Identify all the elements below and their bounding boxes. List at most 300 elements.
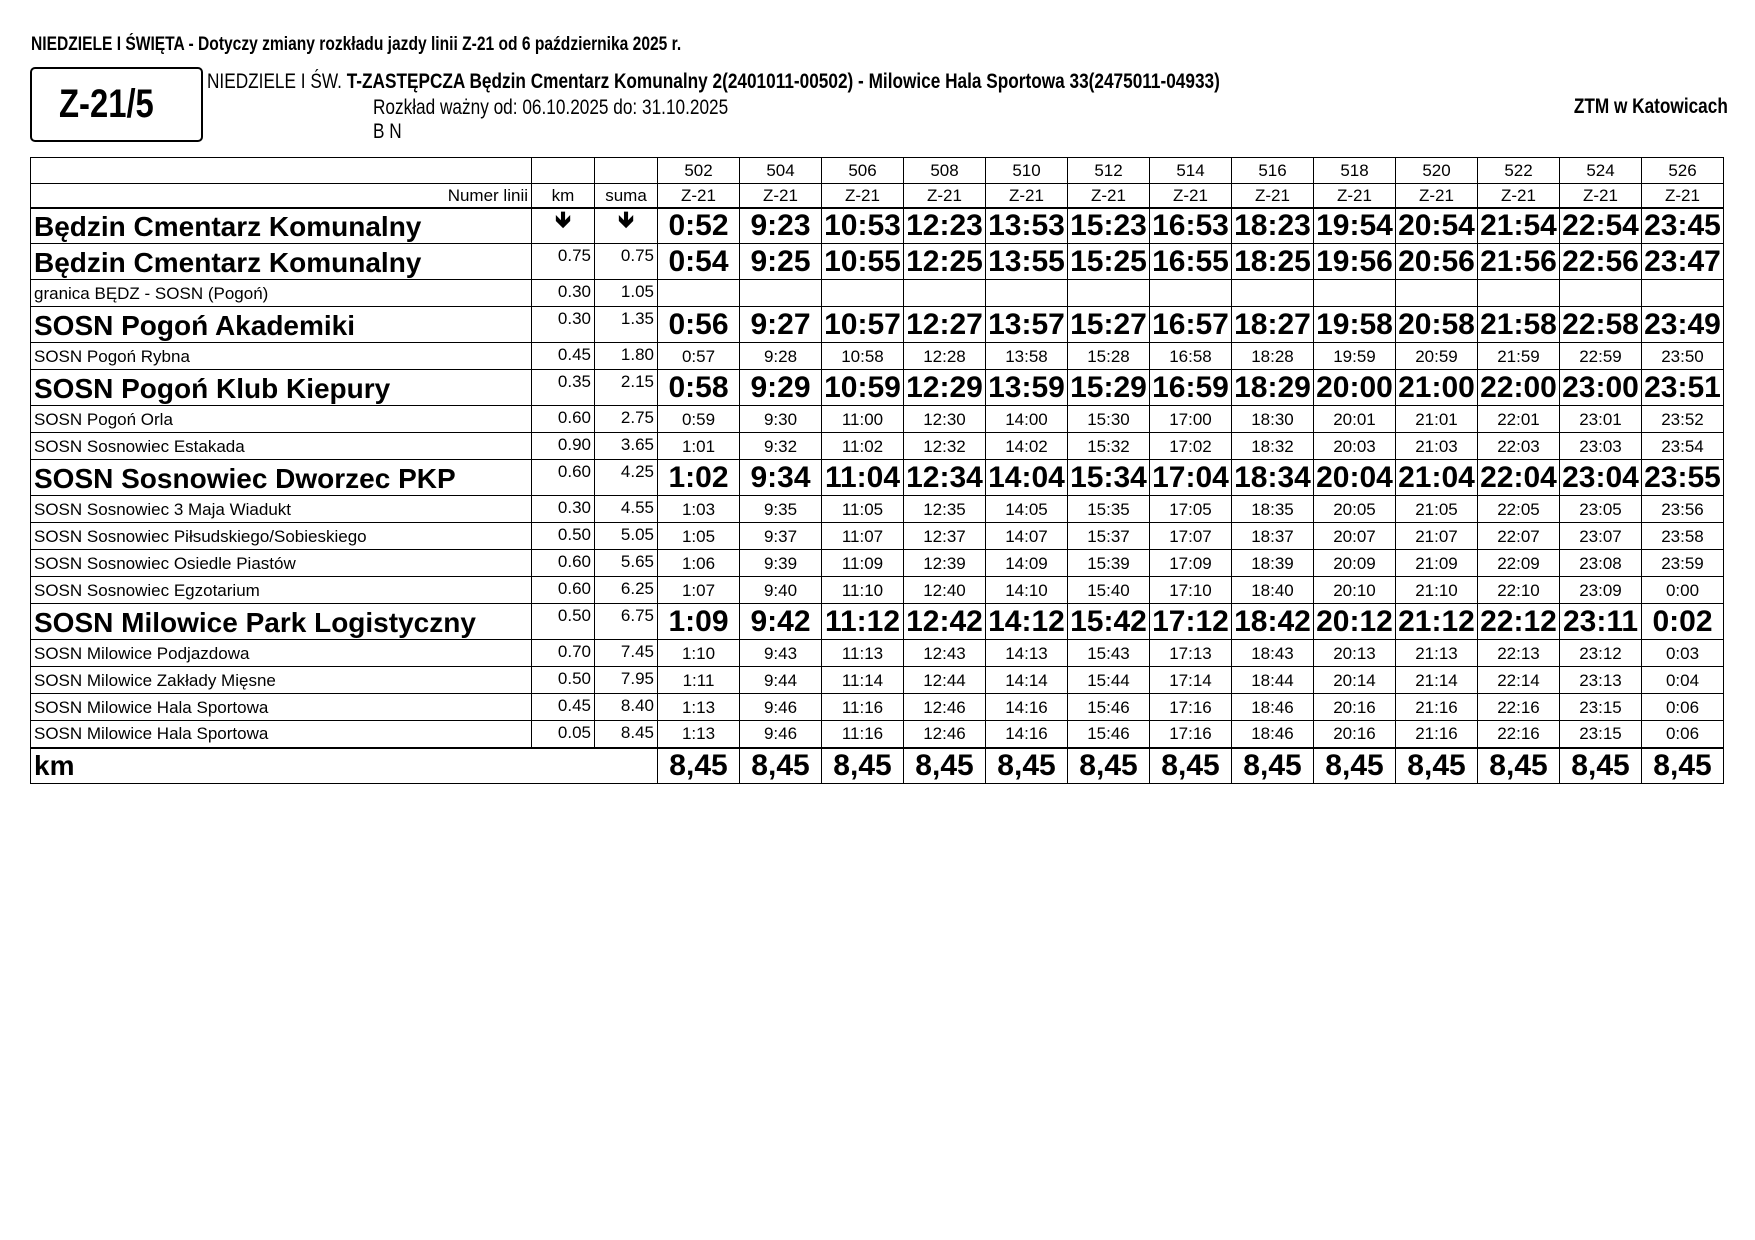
stop-name: SOSN Milowice Zakłady Mięsne bbox=[31, 667, 532, 694]
departure-time: 1:13 bbox=[658, 694, 740, 721]
departure-time: 12:46 bbox=[904, 694, 986, 721]
segment-km: 0.60 bbox=[532, 577, 595, 604]
departure-time: 0:03 bbox=[1642, 640, 1724, 667]
departure-time: 1:13 bbox=[658, 721, 740, 748]
departure-time: 12:32 bbox=[904, 433, 986, 460]
departure-time: 21:59 bbox=[1478, 343, 1560, 370]
stop-name: SOSN Milowice Hala Sportowa bbox=[31, 721, 532, 748]
departure-time: 9:35 bbox=[740, 496, 822, 523]
stop-row bbox=[31, 721, 1724, 748]
departure-time bbox=[1642, 280, 1724, 307]
stop-name: SOSN Milowice Hala Sportowa bbox=[31, 694, 532, 721]
cumulative-km: 6.25 bbox=[595, 577, 658, 604]
departure-time: 15:42 bbox=[1068, 604, 1150, 640]
line-number: Z-21 bbox=[1068, 184, 1150, 208]
departure-time: 20:09 bbox=[1314, 550, 1396, 577]
validity-text: Rozkład ważny od: 06.10.2025 do: 31.10.2025 bbox=[373, 96, 729, 119]
departure-time: 22:05 bbox=[1478, 496, 1560, 523]
cumulative-km: 6.75 bbox=[595, 604, 658, 640]
departure-time: 22:54 bbox=[1560, 208, 1642, 244]
departure-time: 17:16 bbox=[1150, 694, 1232, 721]
departure-time: 18:30 bbox=[1232, 406, 1314, 433]
departure-time: 21:14 bbox=[1396, 667, 1478, 694]
total-km-value: 8,45 bbox=[904, 748, 986, 784]
departure-time bbox=[822, 280, 904, 307]
departure-time: 23:08 bbox=[1560, 550, 1642, 577]
segment-km: 0.30 bbox=[532, 496, 595, 523]
total-km-value: 8,45 bbox=[1560, 748, 1642, 784]
departure-time: 12:34 bbox=[904, 460, 986, 496]
down-arrow-icon: 🡻 bbox=[532, 208, 595, 244]
departure-time: 22:16 bbox=[1478, 694, 1560, 721]
course-number: 512 bbox=[1068, 158, 1150, 184]
departure-time: 17:05 bbox=[1150, 496, 1232, 523]
departure-time: 14:05 bbox=[986, 496, 1068, 523]
departure-time: 11:12 bbox=[822, 604, 904, 640]
departure-time: 11:14 bbox=[822, 667, 904, 694]
segment-km: 0.75 bbox=[532, 244, 595, 280]
line-number: Z-21 bbox=[658, 184, 740, 208]
segment-km: 0.35 bbox=[532, 370, 595, 406]
departure-time: 23:56 bbox=[1642, 496, 1724, 523]
departure-time: 17:10 bbox=[1150, 577, 1232, 604]
departure-time: 16:58 bbox=[1150, 343, 1232, 370]
departure-time: 20:01 bbox=[1314, 406, 1396, 433]
total-km-value: 8,45 bbox=[1068, 748, 1150, 784]
departure-time: 22:16 bbox=[1478, 721, 1560, 748]
departure-time: 11:13 bbox=[822, 640, 904, 667]
departure-time: 23:51 bbox=[1642, 370, 1724, 406]
departure-time: 19:54 bbox=[1314, 208, 1396, 244]
cumulative-km: 4.25 bbox=[595, 460, 658, 496]
segment-km: 0.60 bbox=[532, 550, 595, 577]
departure-time: 18:37 bbox=[1232, 523, 1314, 550]
segment-km: 0.30 bbox=[532, 307, 595, 343]
stop-name: granica BĘDZ - SOSN (Pogoń) bbox=[31, 280, 532, 307]
stop-name: SOSN Pogoń Akademiki bbox=[31, 307, 532, 343]
stop-name: SOSN Sosnowiec Estakada bbox=[31, 433, 532, 460]
departure-time: 22:13 bbox=[1478, 640, 1560, 667]
departure-time: 1:05 bbox=[658, 523, 740, 550]
departure-time: 15:27 bbox=[1068, 307, 1150, 343]
cumulative-km: 0.75 bbox=[595, 244, 658, 280]
departure-time: 0:59 bbox=[658, 406, 740, 433]
departure-time: 9:28 bbox=[740, 343, 822, 370]
departure-time: 21:10 bbox=[1396, 577, 1478, 604]
total-km-value: 8,45 bbox=[822, 748, 904, 784]
departure-time: 9:34 bbox=[740, 460, 822, 496]
departure-time: 20:16 bbox=[1314, 694, 1396, 721]
segment-km: 0.05 bbox=[532, 721, 595, 748]
departure-time: 16:53 bbox=[1150, 208, 1232, 244]
departure-time: 18:25 bbox=[1232, 244, 1314, 280]
departure-time: 15:46 bbox=[1068, 694, 1150, 721]
line-number: Z-21 bbox=[1478, 184, 1560, 208]
departure-time: 11:07 bbox=[822, 523, 904, 550]
route-description bbox=[207, 70, 1442, 94]
departure-time: 20:16 bbox=[1314, 721, 1396, 748]
departure-time: 0:04 bbox=[1642, 667, 1724, 694]
departure-time: 19:56 bbox=[1314, 244, 1396, 280]
departure-time bbox=[904, 280, 986, 307]
operator-name: ZTM w Katowicach bbox=[1573, 95, 1728, 118]
departure-time: 23:52 bbox=[1642, 406, 1724, 433]
departure-time: 12:28 bbox=[904, 343, 986, 370]
departure-time: 1:09 bbox=[658, 604, 740, 640]
departure-time: 23:47 bbox=[1642, 244, 1724, 280]
departure-time: 15:46 bbox=[1068, 721, 1150, 748]
stop-name: SOSN Sosnowiec 3 Maja Wiadukt bbox=[31, 496, 532, 523]
stop-row bbox=[31, 550, 1724, 577]
down-arrow-icon: 🡻 bbox=[595, 208, 658, 244]
departure-time: 0:56 bbox=[658, 307, 740, 343]
departure-time: 17:09 bbox=[1150, 550, 1232, 577]
departure-time: 22:04 bbox=[1478, 460, 1560, 496]
departure-time bbox=[1478, 280, 1560, 307]
departure-time: 22:58 bbox=[1560, 307, 1642, 343]
header-blank bbox=[595, 158, 658, 184]
departure-time: 21:01 bbox=[1396, 406, 1478, 433]
departure-time: 9:39 bbox=[740, 550, 822, 577]
departure-time: 23:13 bbox=[1560, 667, 1642, 694]
cumulative-km: 8.45 bbox=[595, 721, 658, 748]
cumulative-km: 7.45 bbox=[595, 640, 658, 667]
departure-time bbox=[1150, 280, 1232, 307]
timetable bbox=[30, 157, 1724, 784]
departure-time: 21:58 bbox=[1478, 307, 1560, 343]
departure-time: 21:12 bbox=[1396, 604, 1478, 640]
departure-time: 22:10 bbox=[1478, 577, 1560, 604]
departure-time: 18:34 bbox=[1232, 460, 1314, 496]
stop-name: SOSN Pogoń Rybna bbox=[31, 343, 532, 370]
course-number: 514 bbox=[1150, 158, 1232, 184]
departure-time: 1:10 bbox=[658, 640, 740, 667]
departure-time: 15:30 bbox=[1068, 406, 1150, 433]
departure-time: 14:04 bbox=[986, 460, 1068, 496]
departure-time: 11:00 bbox=[822, 406, 904, 433]
departure-time: 22:00 bbox=[1478, 370, 1560, 406]
cumulative-km: 8.40 bbox=[595, 694, 658, 721]
stop-row bbox=[31, 307, 1724, 343]
departure-time bbox=[1396, 280, 1478, 307]
departure-time: 9:46 bbox=[740, 694, 822, 721]
line-number: Z-21 bbox=[822, 184, 904, 208]
departure-time: 21:54 bbox=[1478, 208, 1560, 244]
departure-time: 23:07 bbox=[1560, 523, 1642, 550]
departure-time: 9:32 bbox=[740, 433, 822, 460]
segment-km: 0.60 bbox=[532, 460, 595, 496]
departure-time bbox=[1314, 280, 1396, 307]
stop-row bbox=[31, 244, 1724, 280]
departure-time: 0:06 bbox=[1642, 721, 1724, 748]
line-code-box bbox=[30, 67, 203, 142]
departure-time: 23:50 bbox=[1642, 343, 1724, 370]
sum-header: suma bbox=[595, 184, 658, 208]
departure-time: 12:37 bbox=[904, 523, 986, 550]
departure-time: 1:03 bbox=[658, 496, 740, 523]
course-number: 518 bbox=[1314, 158, 1396, 184]
line-number: Z-21 bbox=[1232, 184, 1314, 208]
departure-time: 0:00 bbox=[1642, 577, 1724, 604]
departure-time: 22:12 bbox=[1478, 604, 1560, 640]
departure-time: 23:58 bbox=[1642, 523, 1724, 550]
departure-time: 17:02 bbox=[1150, 433, 1232, 460]
stop-name: SOSN Sosnowiec Dworzec PKP bbox=[31, 460, 532, 496]
departure-time: 21:00 bbox=[1396, 370, 1478, 406]
departure-time: 20:56 bbox=[1396, 244, 1478, 280]
line-number: Z-21 bbox=[904, 184, 986, 208]
departure-time: 18:46 bbox=[1232, 721, 1314, 748]
line-number: Z-21 bbox=[986, 184, 1068, 208]
departure-time: 0:54 bbox=[658, 244, 740, 280]
stop-row bbox=[31, 460, 1724, 496]
departure-time bbox=[1560, 280, 1642, 307]
departure-time: 20:03 bbox=[1314, 433, 1396, 460]
stop-row bbox=[31, 667, 1724, 694]
departure-time: 11:02 bbox=[822, 433, 904, 460]
departure-time: 23:15 bbox=[1560, 694, 1642, 721]
stop-name: Będzin Cmentarz Komunalny bbox=[31, 208, 532, 244]
stop-row bbox=[31, 208, 1724, 244]
departure-time: 20:10 bbox=[1314, 577, 1396, 604]
stop-name: SOSN Sosnowiec Piłsudskiego/Sobieskiego bbox=[31, 523, 532, 550]
stop-row bbox=[31, 694, 1724, 721]
departure-time: 23:54 bbox=[1642, 433, 1724, 460]
departure-time: 17:04 bbox=[1150, 460, 1232, 496]
departure-time: 23:04 bbox=[1560, 460, 1642, 496]
departure-time: 18:39 bbox=[1232, 550, 1314, 577]
segment-km: 0.90 bbox=[532, 433, 595, 460]
codes-text: B N bbox=[373, 120, 402, 143]
departure-time: 15:35 bbox=[1068, 496, 1150, 523]
departure-time: 9:42 bbox=[740, 604, 822, 640]
total-km-value: 8,45 bbox=[1150, 748, 1232, 784]
line-number-row bbox=[31, 184, 1724, 208]
departure-time: 0:06 bbox=[1642, 694, 1724, 721]
line-number: Z-21 bbox=[1396, 184, 1478, 208]
course-number: 522 bbox=[1478, 158, 1560, 184]
course-number: 504 bbox=[740, 158, 822, 184]
departure-time: 1:11 bbox=[658, 667, 740, 694]
departure-time: 15:29 bbox=[1068, 370, 1150, 406]
departure-time: 18:46 bbox=[1232, 694, 1314, 721]
course-number: 502 bbox=[658, 158, 740, 184]
departure-time: 15:39 bbox=[1068, 550, 1150, 577]
departure-time: 12:44 bbox=[904, 667, 986, 694]
stop-row bbox=[31, 496, 1724, 523]
route-name: T-ZASTĘPCZA Będzin Cmentarz Komunalny 2(2401011-00502) - Milowice Hala Sportowa 33(2475011-04933) bbox=[346, 70, 1220, 93]
departure-time: 15:34 bbox=[1068, 460, 1150, 496]
segment-km: 0.30 bbox=[532, 280, 595, 307]
departure-time: 9:29 bbox=[740, 370, 822, 406]
header-blank bbox=[532, 158, 595, 184]
departure-time: 14:14 bbox=[986, 667, 1068, 694]
departure-time: 23:11 bbox=[1560, 604, 1642, 640]
segment-km: 0.45 bbox=[532, 694, 595, 721]
departure-time: 1:02 bbox=[658, 460, 740, 496]
departure-time: 21:13 bbox=[1396, 640, 1478, 667]
cumulative-km: 5.65 bbox=[595, 550, 658, 577]
departure-time: 12:25 bbox=[904, 244, 986, 280]
line-number-label: Numer linii bbox=[31, 184, 532, 208]
course-number: 506 bbox=[822, 158, 904, 184]
departure-time: 10:53 bbox=[822, 208, 904, 244]
line-number: Z-21 bbox=[1314, 184, 1396, 208]
departure-time: 18:44 bbox=[1232, 667, 1314, 694]
departure-time: 12:42 bbox=[904, 604, 986, 640]
departure-time: 15:28 bbox=[1068, 343, 1150, 370]
departure-time: 11:04 bbox=[822, 460, 904, 496]
cumulative-km: 5.05 bbox=[595, 523, 658, 550]
segment-km: 0.60 bbox=[532, 406, 595, 433]
departure-time: 0:58 bbox=[658, 370, 740, 406]
course-number: 524 bbox=[1560, 158, 1642, 184]
departure-time bbox=[658, 280, 740, 307]
segment-km: 0.50 bbox=[532, 604, 595, 640]
segment-km: 0.50 bbox=[532, 523, 595, 550]
departure-time: 22:09 bbox=[1478, 550, 1560, 577]
departure-time: 20:14 bbox=[1314, 667, 1396, 694]
departure-time: 14:16 bbox=[986, 694, 1068, 721]
stop-row bbox=[31, 640, 1724, 667]
stop-name: SOSN Pogoń Klub Kiepury bbox=[31, 370, 532, 406]
departure-time: 18:27 bbox=[1232, 307, 1314, 343]
total-km-value: 8,45 bbox=[1478, 748, 1560, 784]
segment-km: 0.70 bbox=[532, 640, 595, 667]
departure-time: 21:03 bbox=[1396, 433, 1478, 460]
departure-time: 13:59 bbox=[986, 370, 1068, 406]
course-number: 508 bbox=[904, 158, 986, 184]
departure-time: 23:00 bbox=[1560, 370, 1642, 406]
departure-time: 13:57 bbox=[986, 307, 1068, 343]
course-number: 520 bbox=[1396, 158, 1478, 184]
departure-time: 18:23 bbox=[1232, 208, 1314, 244]
departure-time: 15:44 bbox=[1068, 667, 1150, 694]
departure-time: 0:57 bbox=[658, 343, 740, 370]
total-km-value: 8,45 bbox=[740, 748, 822, 784]
departure-time: 18:43 bbox=[1232, 640, 1314, 667]
stop-name: SOSN Sosnowiec Osiedle Piastów bbox=[31, 550, 532, 577]
departure-time: 0:02 bbox=[1642, 604, 1724, 640]
page-title: NIEDZIELE I ŚWIĘTA - Dotyczy zmiany rozkładu jazdy linii Z-21 od 6 października 2025 r. bbox=[31, 34, 682, 55]
total-km-row bbox=[31, 748, 1724, 784]
total-km-value: 8,45 bbox=[1396, 748, 1478, 784]
departure-time: 20:13 bbox=[1314, 640, 1396, 667]
departure-time: 0:52 bbox=[658, 208, 740, 244]
departure-time: 21:07 bbox=[1396, 523, 1478, 550]
departure-time: 14:10 bbox=[986, 577, 1068, 604]
stop-name: SOSN Milowice Park Logistyczny bbox=[31, 604, 532, 640]
departure-time: 23:05 bbox=[1560, 496, 1642, 523]
departure-time: 15:32 bbox=[1068, 433, 1150, 460]
departure-time: 22:56 bbox=[1560, 244, 1642, 280]
departure-time: 10:58 bbox=[822, 343, 904, 370]
total-km-label: km bbox=[31, 748, 658, 784]
departure-time: 20:54 bbox=[1396, 208, 1478, 244]
stop-row bbox=[31, 577, 1724, 604]
total-km-value: 8,45 bbox=[1642, 748, 1724, 784]
departure-time: 14:02 bbox=[986, 433, 1068, 460]
departure-time: 14:07 bbox=[986, 523, 1068, 550]
departure-time: 23:45 bbox=[1642, 208, 1724, 244]
departure-time: 16:55 bbox=[1150, 244, 1232, 280]
departure-time: 20:58 bbox=[1396, 307, 1478, 343]
departure-time: 14:16 bbox=[986, 721, 1068, 748]
stop-row bbox=[31, 406, 1724, 433]
departure-time: 12:27 bbox=[904, 307, 986, 343]
departure-time: 1:06 bbox=[658, 550, 740, 577]
stop-name: SOSN Sosnowiec Egzotarium bbox=[31, 577, 532, 604]
departure-time: 21:05 bbox=[1396, 496, 1478, 523]
stop-name: Będzin Cmentarz Komunalny bbox=[31, 244, 532, 280]
total-km-value: 8,45 bbox=[986, 748, 1068, 784]
departure-time: 14:09 bbox=[986, 550, 1068, 577]
cumulative-km: 7.95 bbox=[595, 667, 658, 694]
total-km-value: 8,45 bbox=[1314, 748, 1396, 784]
departure-time: 11:16 bbox=[822, 694, 904, 721]
departure-time: 23:01 bbox=[1560, 406, 1642, 433]
departure-time: 12:30 bbox=[904, 406, 986, 433]
line-number: Z-21 bbox=[1150, 184, 1232, 208]
departure-time bbox=[740, 280, 822, 307]
course-number: 516 bbox=[1232, 158, 1314, 184]
departure-time: 23:49 bbox=[1642, 307, 1724, 343]
departure-time bbox=[1232, 280, 1314, 307]
departure-time: 9:46 bbox=[740, 721, 822, 748]
departure-time: 9:23 bbox=[740, 208, 822, 244]
course-number-row bbox=[31, 158, 1724, 184]
departure-time: 22:59 bbox=[1560, 343, 1642, 370]
departure-time: 9:27 bbox=[740, 307, 822, 343]
stop-name: SOSN Pogoń Orla bbox=[31, 406, 532, 433]
cumulative-km: 2.75 bbox=[595, 406, 658, 433]
departure-time: 11:09 bbox=[822, 550, 904, 577]
departure-time: 22:03 bbox=[1478, 433, 1560, 460]
departure-time: 22:01 bbox=[1478, 406, 1560, 433]
stop-row bbox=[31, 433, 1724, 460]
departure-time: 17:16 bbox=[1150, 721, 1232, 748]
departure-time: 9:37 bbox=[740, 523, 822, 550]
departure-time: 17:13 bbox=[1150, 640, 1232, 667]
departure-time: 12:39 bbox=[904, 550, 986, 577]
departure-time: 20:05 bbox=[1314, 496, 1396, 523]
departure-time: 17:14 bbox=[1150, 667, 1232, 694]
departure-time: 14:13 bbox=[986, 640, 1068, 667]
course-number: 526 bbox=[1642, 158, 1724, 184]
departure-time: 9:43 bbox=[740, 640, 822, 667]
departure-time bbox=[1068, 280, 1150, 307]
departure-time: 1:07 bbox=[658, 577, 740, 604]
departure-time: 23:03 bbox=[1560, 433, 1642, 460]
cumulative-km: 2.15 bbox=[595, 370, 658, 406]
departure-time: 23:55 bbox=[1642, 460, 1724, 496]
segment-km: 0.45 bbox=[532, 343, 595, 370]
departure-time: 21:16 bbox=[1396, 694, 1478, 721]
total-km-value: 8,45 bbox=[658, 748, 740, 784]
departure-time: 10:57 bbox=[822, 307, 904, 343]
departure-time: 10:59 bbox=[822, 370, 904, 406]
line-number: Z-21 bbox=[740, 184, 822, 208]
departure-time: 10:55 bbox=[822, 244, 904, 280]
departure-time bbox=[986, 280, 1068, 307]
departure-time: 21:04 bbox=[1396, 460, 1478, 496]
departure-time: 13:58 bbox=[986, 343, 1068, 370]
departure-time: 20:12 bbox=[1314, 604, 1396, 640]
stop-row bbox=[31, 370, 1724, 406]
departure-time: 23:59 bbox=[1642, 550, 1724, 577]
departure-time: 9:30 bbox=[740, 406, 822, 433]
stop-name: SOSN Milowice Podjazdowa bbox=[31, 640, 532, 667]
